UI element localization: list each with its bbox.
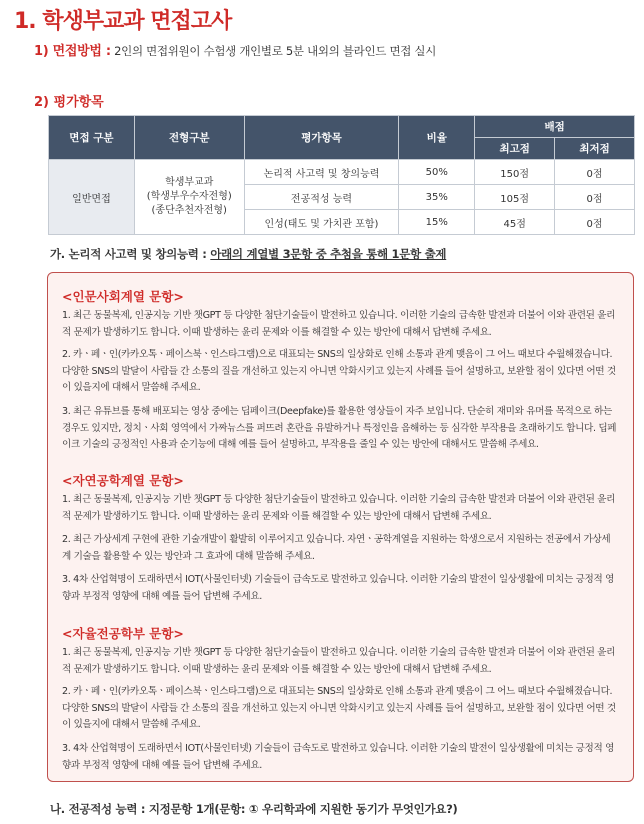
- track-line: 학생부교과: [165, 177, 214, 188]
- table-row: [49, 160, 635, 185]
- cell-max: 150점: [475, 160, 555, 185]
- section-heading-evaluation: 2) 평가항목: [34, 95, 104, 110]
- category-title-liberal: <자율전공학부 문항>: [62, 626, 184, 641]
- logic-description: 아래의 계열별 3문항 중 추첨을 통해 1문항 출제: [210, 247, 447, 261]
- category-title-humanities: <인문사회계열 문항>: [62, 289, 184, 304]
- category-title-science: <자연공학계열 문항>: [62, 473, 184, 488]
- cell-min: 0점: [555, 185, 635, 210]
- page-title: 1. 학생부교과 면접고사: [14, 9, 232, 34]
- question-item: 1. 최근 동물복제, 인공지능 기반 챗GPT 등 다양한 첨단기술들이 발전하고 있습니다. 이러한 기술의 급속한 발전과 더불어 이와 관련된 윤리적 문제가 발생하기도 합니다. 이때 발생하는 윤리 문제와 이를 해결할 수 있는 방안에 대해서 답변해 주세요.: [62, 647, 616, 675]
- cell-max: 105점: [475, 185, 555, 210]
- interview-method: [34, 40, 436, 59]
- aptitude-text: 지정문항 1개: [148, 802, 215, 816]
- question-item: 2. 최근 가상세계 구현에 관한 기술개발이 활발히 이루어지고 있습니다. 자연ㆍ공학계열을 지원하는 학생으로서 지원하는 전공에서 가상세계 기술을 활용할 수 있는 방안과 그 효과에 대해 말씀해 주세요.: [62, 534, 611, 562]
- question-item: 3. 최근 유튜브를 통해 배포되는 영상 중에는 딥페이크(Deepfake)를 활용한 영상들이 자주 보입니다. 단순히 재미와 유머를 목적으로 하는 경우도 있지만, 정치ㆍ사회 영역에서 가짜뉴스를 퍼뜨려 혼란을 유발하거나 특정인을 음해하는 등 심각한 부작용을 초래하기도 합니다. 딥페이크 기술의 긍정적인 사용과 순기능에 대해 예를 들어 설명하고, 부작용을 줄일 수 있는 방안에 대해서도 말씀해 주세요.: [62, 406, 617, 450]
- track-line: (학생부우수자전형): [146, 191, 232, 202]
- section-logic-creativity: [50, 246, 446, 262]
- cell-max: 45점: [475, 210, 555, 235]
- question-item: 3. 4차 산업혁명이 도래하면서 IOT(사물인터넷) 기술들이 급속도로 발전하고 있습니다. 이러한 기술의 발전이 일상생활에 미치는 긍정적 영향과 부정적 영향에 대해 예를 들어 답변해 주세요.: [62, 574, 615, 602]
- cell-type: 일반면접: [49, 160, 135, 235]
- cell-ratio: 50%: [399, 160, 475, 185]
- header-item: 평가항목: [244, 116, 399, 160]
- evaluation-table: [48, 115, 635, 235]
- header-max: 최고점: [475, 138, 555, 160]
- header-ratio: 비율: [399, 116, 475, 160]
- method-text: 2인의 면접위원이 수험생 개인별로 5분 내외의 블라인드 면접 실시: [114, 44, 437, 58]
- question-item: 3. 4차 산업혁명이 도래하면서 IOT(사물인터넷) 기술들이 급속도로 발전하고 있습니다. 이러한 기술의 발전이 일상생활에 미치는 긍정적 영향과 부정적 영향에 대해 예를 들어 답변해 주세요.: [62, 743, 615, 771]
- cell-ratio: 35%: [399, 185, 475, 210]
- header-track: 전형구분: [134, 116, 244, 160]
- aptitude-label: 나. 전공적성 능력 :: [50, 802, 146, 816]
- cell-ratio: 15%: [399, 210, 475, 235]
- question-item: 2. 카ㆍ페ㆍ인(카카오톡ㆍ페이스북ㆍ인스타그램)으로 대표되는 SNS의 일상화로 인해 소통과 관계 맺음이 그 어느 때보다 수월해졌습니다. 다양한 SNS의 발달이 사람들 간 소통의 질을 개선하고 있는지 아니면 악화시키고 있는지 사례를 들어 설명하고, 보완할 점이 있다면 어떤 것이 있을지에 대해서 말씀해 주세요.: [62, 686, 616, 730]
- questions-box: [47, 272, 634, 782]
- header-type: 면접 구분: [49, 116, 135, 160]
- cell-track: [134, 160, 244, 235]
- cell-item: 전공적성 능력: [244, 185, 399, 210]
- section-major-aptitude: [50, 801, 457, 817]
- cell-min: 0점: [555, 160, 635, 185]
- header-score: 배점: [475, 116, 635, 138]
- cell-item: 인성(태도 및 가치관 포함): [244, 210, 399, 235]
- aptitude-question: (문항: ① 우리학과에 지원한 동기가 무엇인가요?): [214, 802, 458, 816]
- question-item: 1. 최근 동물복제, 인공지능 기반 챗GPT 등 다양한 첨단기술들이 발전하고 있습니다. 이러한 기술의 급속한 발전과 더불어 이와 관련된 윤리적 문제가 발생하기도 합니다. 이때 발생하는 윤리 문제와 이를 해결할 수 있는 방안에 대해서 답변해 주세요.: [62, 494, 616, 522]
- cell-min: 0점: [555, 210, 635, 235]
- logic-label: 가. 논리적 사고력 및 창의능력 :: [50, 247, 207, 261]
- question-item: 2. 카ㆍ페ㆍ인(카카오톡ㆍ페이스북ㆍ인스타그램)으로 대표되는 SNS의 일상화로 인해 소통과 관계 맺음이 그 어느 때보다 수월해졌습니다. 다양한 SNS의 발달이 사람들 간 소통의 질을 개선하고 있는지 아니면 악화시키고 있는지 사례를 들어 설명하고, 보완할 점이 있다면 어떤 것이 있을지에 대해서 말씀해 주세요.: [62, 349, 616, 393]
- cell-item: 논리적 사고력 및 창의능력: [244, 160, 399, 185]
- track-line: (종단추천자전형): [151, 205, 227, 216]
- question-item: 1. 최근 동물복제, 인공지능 기반 챗GPT 등 다양한 첨단기술들이 발전하고 있습니다. 이러한 기술의 급속한 발전과 더불어 이와 관련된 윤리적 문제가 발생하기도 합니다. 이때 발생하는 윤리 문제와 이를 해결할 수 있는 방안에 대해서 답변해 주세요.: [62, 310, 616, 338]
- method-heading: 1) 면접방법 :: [34, 44, 111, 59]
- header-min: 최저점: [555, 138, 635, 160]
